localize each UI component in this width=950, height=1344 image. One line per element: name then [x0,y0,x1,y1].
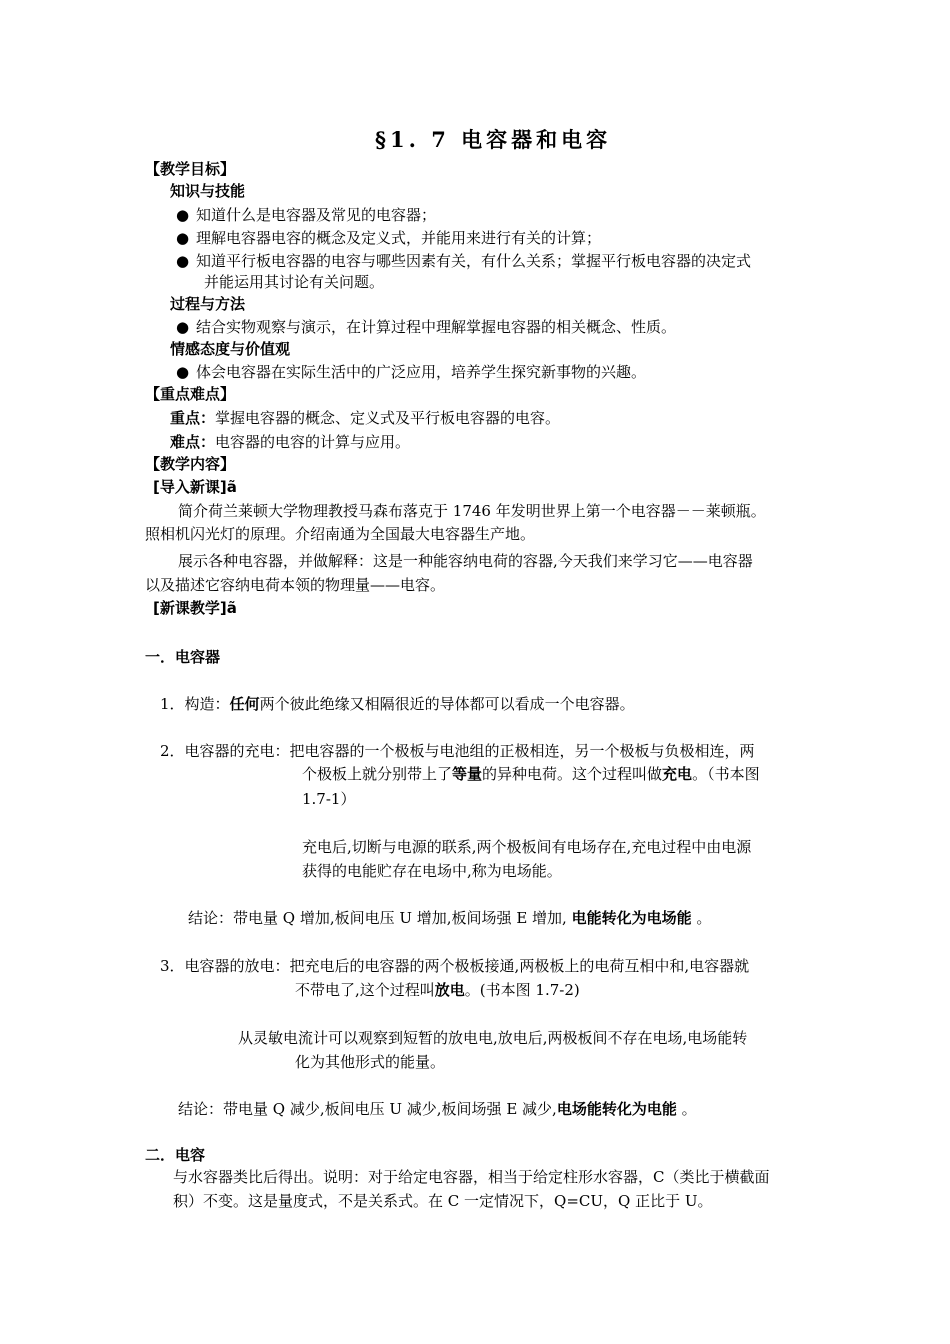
intro-paragraph-1: 简介荷兰莱顿大学物理教授马森布落克于 1746 年发明世界上第一个电容器－－莱顿瓶。 [178,502,766,520]
objectives-heading: 【教学目标】 [145,160,236,178]
capacitance-paragraph: 与水容器类比后得出。说明：对于给定电容器，相当于给定柱形水容器，C（类比于横截面 [173,1168,770,1186]
discharging-explanation: 从灵敏电流计可以观察到短暂的放电电,放电后,两极板间不存在电场,电场能转 [238,1029,748,1047]
content-heading: 【教学内容】 [145,455,236,473]
capacitance-paragraph-cont: 积）不变。这是量度式，不是关系式。在 C 一定情况下，Q=CU，Q 正比于 U。 [173,1192,713,1210]
hard-point: 难点：电容器的电容的计算与应用。 [170,433,411,451]
section-2-heading: 二．电容 [145,1146,206,1164]
process-heading: 过程与方法 [170,295,246,313]
discharging-explanation-cont: 化为其他形式的能量。 [295,1053,446,1071]
list-item: ● 知道平行板电容器的电容与哪些因素有关，有什么关系；掌握平行板电容器的决定式 [176,252,752,270]
item-structure: 1．构造：任何两个彼此绝缘又相隔很近的导体都可以看成一个电容器。 [160,695,635,713]
key-points-heading: 【重点难点】 [145,385,236,403]
charging-conclusion: 结论：带电量 Q 增加,板间电压 U 增加,板间场强 E 增加, 电能转化为电场能 。 [188,909,712,927]
new-lesson-heading: [新课教学]ã [153,599,237,617]
intro-paragraph-2-cont: 以及描述它容纳电荷本领的物理量——电容。 [145,576,446,594]
key-point: 重点：掌握电容器的概念、定义式及平行板电容器的电容。 [170,409,561,427]
item-charging-cont: 个极板上就分别带上了等量的异种电荷。这个过程叫做充电。（书本图 [302,765,760,783]
item-charging-cont: 1.7-1） [302,790,356,808]
page-title: §1. 7 电容器和电容 [375,127,612,152]
list-item: ● 知道什么是电容器及常见的电容器； [176,206,437,224]
item-discharging-cont: 不带电了,这个过程叫放电。(书本图 1.7-2) [295,981,580,999]
item-discharging: 3．电容器的放电：把充电后的电容器的两个极板接通,两极板上的电荷互相中和,电容器就 [160,957,750,975]
attitude-heading: 情感态度与价值观 [170,340,291,358]
list-item: ● 体会电容器在实际生活中的广泛应用，培养学生探究新事物的兴趣。 [176,363,647,381]
list-item: ● 结合实物观察与演示，在计算过程中理解掌握电容器的相关概念、性质。 [176,318,677,336]
intro-heading: [导入新课]ã [153,478,237,496]
list-item-continuation: 并能运用其讨论有关问题。 [204,273,385,291]
charging-explanation-cont: 获得的电能贮存在电场中,称为电场能。 [302,862,562,880]
intro-paragraph-1-cont: 照相机闪光灯的原理。介绍南通为全国最大电容器生产地。 [145,525,536,543]
intro-paragraph-2: 展示各种电容器，并做解释：这是一种能容纳电荷的容器,今天我们来学习它——电容器 [178,552,753,570]
charging-explanation: 充电后,切断与电源的联系,两个极板间有电场存在,充电过程中由电源 [302,838,752,856]
knowledge-heading: 知识与技能 [170,182,246,200]
section-1-heading: 一．电容器 [145,648,221,666]
item-charging: 2．电容器的充电：把电容器的一个极板与电池组的正极相连，另一个极板与负极相连，两 [160,742,755,760]
discharging-conclusion: 结论：带电量 Q 减少,板间电压 U 减少,板间场强 E 减少,电场能转化为电能 。 [178,1100,697,1118]
list-item: ● 理解电容器电容的概念及定义式，并能用来进行有关的计算； [176,229,602,247]
